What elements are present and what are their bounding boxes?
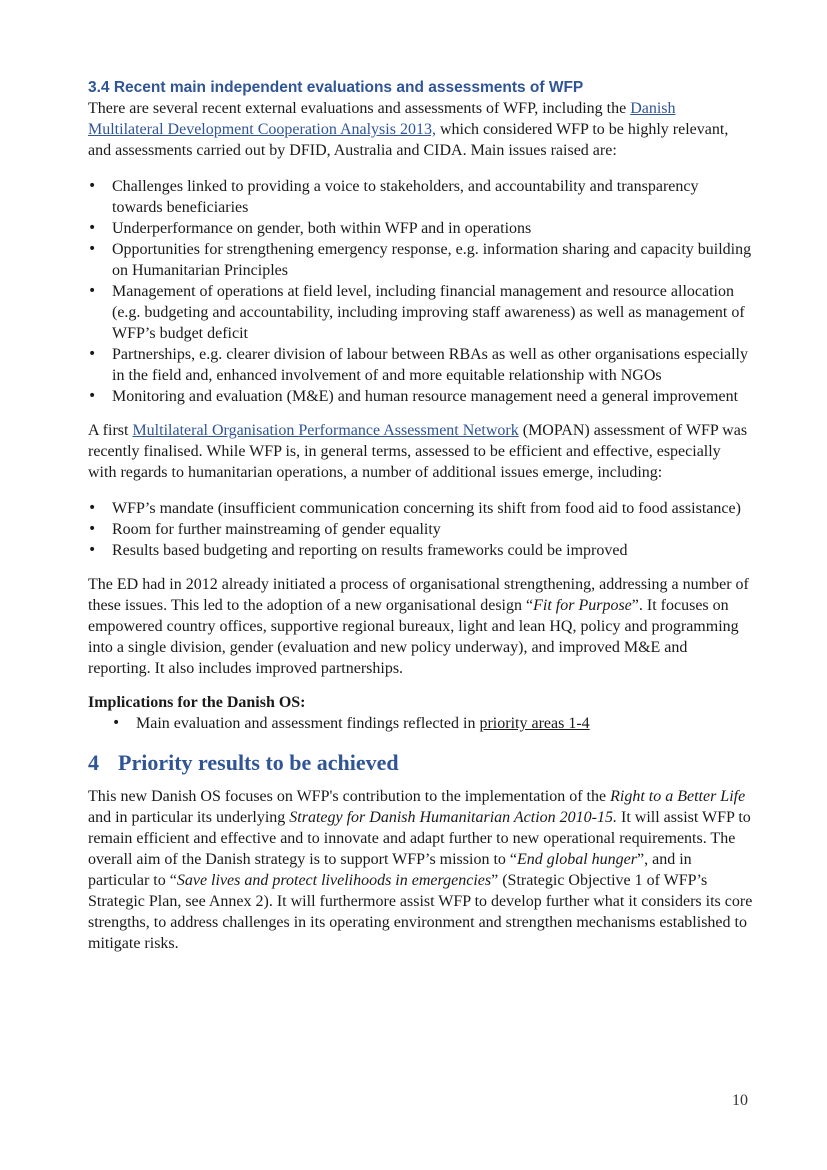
danish-analysis-link[interactable]: Danish Multilateral Development Cooperation Analysis 2013, bbox=[88, 100, 676, 138]
list-item: • Monitoring and evaluation (M&E) and human resource management need a general improvement bbox=[88, 386, 753, 407]
intro-text-2: which considered WFP to be highly relevant, and assessments carried out by DFID, Australia and CIDA. Main issues raised are: bbox=[88, 121, 729, 159]
list-item: • Management of operations at field level, including financial management and resource allocation (e.g. budgeting and accountability, including improving staff awareness) as well as management of WFP’s budget deficit bbox=[88, 281, 753, 344]
chapter-heading bbox=[88, 750, 753, 776]
list-item: • Opportunities for strengthening emergency response, e.g. information sharing and capacity building on Humanitarian Principles bbox=[88, 239, 753, 281]
priority-areas-link[interactable]: priority areas 1-4 bbox=[479, 715, 590, 732]
end-global-hunger-text: End global hunger bbox=[517, 851, 637, 868]
intro-paragraph bbox=[88, 98, 753, 161]
fit-for-purpose-text: Fit for Purpose bbox=[533, 597, 632, 614]
ed-text-2: ”. It focuses on empowered country offices, supportive regional bureaux, light and lean HQ, policy and programming into a single division, gender (evaluation and new policy underway), and improved M&E and reporting. It also includes improved partnerships. bbox=[88, 597, 739, 677]
list-item: • Room for further mainstreaming of gender equality bbox=[88, 519, 753, 540]
section-heading: 3.4 Recent main independent evaluations and assessments of WFP bbox=[88, 79, 584, 96]
list-item: • Partnerships, e.g. clearer division of labour between RBAs as well as other organisations especially in the field and, enhanced involvement of and more equitable relationship with NGOs bbox=[88, 344, 753, 386]
mopan-text-1: A first bbox=[88, 422, 133, 439]
ed-text-1: The ED had in 2012 already initiated a process of organisational strengthening, addressing a number of these issues. This led to the adoption of a new organisational design “ bbox=[88, 576, 749, 614]
right-to-better-life-text: Right to a Better Life bbox=[610, 788, 746, 805]
chapter-text-5: ” (Strategic Objective 1 of WFP’s Strategic Plan, see Annex 2). It will furthermore assist WFP to develop further what it considers its core strengths, to address challenges in its operating environment and strengthen mechanisms established to mitigate risks. bbox=[88, 872, 753, 952]
chapter-text-4: ”, and in particular to “ bbox=[88, 851, 692, 889]
mopan-paragraph bbox=[88, 420, 753, 483]
ed-paragraph bbox=[88, 574, 753, 679]
implications-text: Main evaluation and assessment findings reflected in bbox=[136, 715, 480, 732]
issues-list bbox=[88, 176, 753, 407]
chapter-text-2: and in particular its underlying bbox=[88, 809, 290, 826]
implications-list bbox=[88, 713, 753, 734]
chapter-number: 4 bbox=[88, 750, 99, 775]
chapter-title: Priority results to be achieved bbox=[118, 750, 399, 775]
document-page bbox=[88, 78, 753, 954]
chapter-paragraph bbox=[88, 786, 753, 954]
list-item: • WFP’s mandate (insufficient communication concerning its shift from food aid to food assistance) bbox=[88, 498, 753, 519]
mopan-link[interactable]: Multilateral Organisation Performance Assessment Network bbox=[132, 422, 519, 439]
list-item: • Underperformance on gender, both within WFP and in operations bbox=[88, 218, 753, 239]
mopan-issues-list bbox=[88, 498, 753, 561]
intro-text-1: There are several recent external evaluations and assessments of WFP, including the bbox=[88, 100, 631, 117]
chapter-text-3: It will assist WFP to remain efficient and effective and to innovate and adapt further to new operational requirements. The overall aim of the Danish strategy is to support WFP’s mission to “ bbox=[88, 809, 751, 868]
implications-label: Implications for the Danish OS: bbox=[88, 694, 306, 711]
list-item: • Results based budgeting and reporting on results frameworks could be improved bbox=[88, 540, 753, 561]
list-item bbox=[112, 713, 753, 734]
mopan-text-2: (MOPAN) assessment of WFP was recently finalised. While WFP is, in general terms, assessed to be efficient and effective, especially with regards to humanitarian operations, a number of additional issues emerge, including: bbox=[88, 422, 748, 481]
list-item: • Challenges linked to providing a voice to stakeholders, and accountability and transparency towards beneficiaries bbox=[88, 176, 753, 218]
save-lives-text: Save lives and protect livelihoods in emergencies bbox=[176, 872, 492, 889]
strategy-text: Strategy for Danish Humanitarian Action 2010-15. bbox=[289, 809, 617, 826]
page-number: 10 bbox=[732, 1092, 748, 1109]
chapter-text-1: This new Danish OS focuses on WFP's contribution to the implementation of the bbox=[88, 788, 611, 805]
